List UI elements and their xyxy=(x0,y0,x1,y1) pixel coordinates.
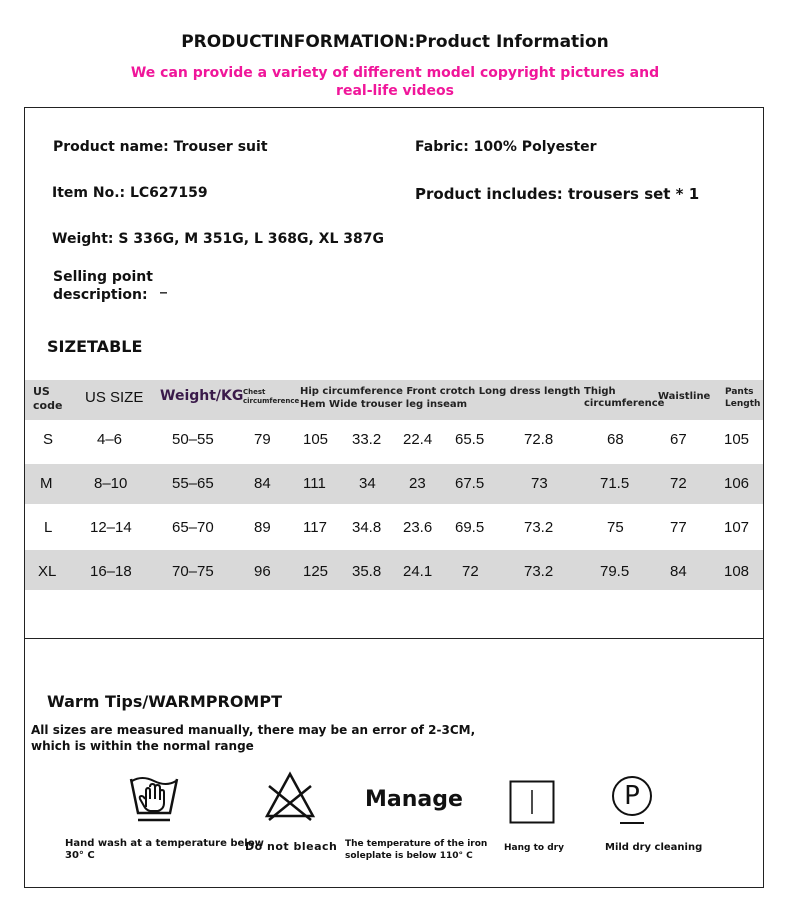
cell-chest: 84 xyxy=(254,475,271,492)
cell-dress-length: 24.1 xyxy=(403,563,433,580)
weight-info: Weight: S 336G, M 351G, L 368G, XL 387G xyxy=(52,231,384,247)
warm-tips-note-line-1: All sizes are measured manually, there may be an error of 2-3CM, xyxy=(31,723,476,737)
header-chest-line-2: circumference xyxy=(243,397,300,405)
size-table-title: SIZETABLE xyxy=(47,337,143,356)
header-thigh-line-1: Thigh xyxy=(584,386,616,397)
do-not-bleach-label: Do not bleach xyxy=(245,840,338,853)
dry-clean-underline xyxy=(620,822,644,824)
cell-front-crotch: 35.8 xyxy=(352,563,382,580)
cell-front-crotch: 33.2 xyxy=(352,431,382,448)
cell-us-size: 4–6 xyxy=(97,431,123,448)
header-us-code xyxy=(33,385,62,413)
table-row xyxy=(25,420,763,460)
table-row xyxy=(25,508,763,548)
header-us-code-line-2: code xyxy=(33,399,63,412)
iron-heading: Manage xyxy=(365,787,463,812)
fabric: Fabric: 100% Polyester xyxy=(415,139,597,155)
cell-weight: 65–70 xyxy=(172,519,214,536)
cell-inseam: 72.8 xyxy=(524,431,554,448)
cell-waistline: 72 xyxy=(670,475,687,492)
dry-clean-icon: P xyxy=(612,776,652,816)
cell-chest: 96 xyxy=(254,563,271,580)
header-us-size: US SIZE xyxy=(85,389,144,406)
page-title: PRODUCTINFORMATION:Product Information xyxy=(181,32,609,52)
cell-us-code: M xyxy=(40,475,53,492)
cell-dress-length: 23 xyxy=(409,475,426,492)
cell-hip: 111 xyxy=(303,475,326,492)
warm-tips-note-line-2: which is within the normal range xyxy=(31,739,254,753)
header-pants-line-2: Length xyxy=(725,399,761,409)
product-includes: Product includes: trousers set * 1 xyxy=(415,185,700,203)
cell-waistline: 77 xyxy=(670,519,687,536)
subtitle-line-2: real-life videos xyxy=(336,83,454,99)
cell-chest: 79 xyxy=(254,431,271,448)
cell-thigh: 79.5 xyxy=(600,563,630,580)
cell-hem-wide: 72 xyxy=(462,563,479,580)
cell-chest: 89 xyxy=(254,519,271,536)
subtitle-line-1: We can provide a variety of different model copyright pictures and xyxy=(130,65,660,81)
hang-to-dry-icon xyxy=(509,780,555,824)
warm-tips-note xyxy=(31,722,475,754)
cell-inseam: 73 xyxy=(531,475,548,492)
iron-label-line-2: soleplate is below 110° C xyxy=(345,851,473,861)
selling-point-line-1: Selling point xyxy=(53,269,153,285)
cell-us-code: L xyxy=(44,519,53,536)
header-hip-line-1: Hip circumference Front crotch Long dress length xyxy=(300,386,581,397)
cell-us-size: 16–18 xyxy=(90,563,132,580)
page-subtitle xyxy=(120,64,670,100)
header-pants-length xyxy=(725,386,760,410)
cell-weight: 50–55 xyxy=(172,431,214,448)
cell-pants-length: 108 xyxy=(724,563,750,580)
header-chest xyxy=(243,388,299,406)
hand-wash-label-line-1: Hand wash at a temperature below xyxy=(65,838,264,849)
cell-dress-length: 23.6 xyxy=(403,519,433,536)
cell-dress-length: 22.4 xyxy=(403,431,433,448)
header-pants-line-1: Pants xyxy=(725,387,754,397)
hand-wash-icon xyxy=(128,773,180,825)
item-number: Item No.: LC627159 xyxy=(52,185,208,201)
cell-weight: 55–65 xyxy=(172,475,214,492)
cell-inseam: 73.2 xyxy=(524,519,554,536)
header-hip-line-2: Hem Wide trouser leg inseam xyxy=(300,399,468,410)
header-chest-line-1: Chest xyxy=(243,388,266,396)
cell-waistline: 84 xyxy=(670,563,687,580)
cell-hem-wide: 69.5 xyxy=(455,519,485,536)
product-name: Product name: Trouser suit xyxy=(53,139,268,155)
cell-pants-length: 107 xyxy=(724,519,750,536)
cell-front-crotch: 34 xyxy=(359,475,376,492)
table-row xyxy=(25,464,763,504)
header-waistline: Waistline xyxy=(658,391,711,402)
selling-point-value: _ xyxy=(160,278,167,294)
header-hip-group xyxy=(300,385,580,411)
cell-hip: 105 xyxy=(303,431,329,448)
header-us-code-line-1: US xyxy=(33,385,50,398)
table-row xyxy=(25,550,763,590)
selling-point-line-2: description: xyxy=(53,287,148,303)
cell-front-crotch: 34.8 xyxy=(352,519,382,536)
warm-tips-title: Warm Tips/WARMPROMPT xyxy=(47,692,282,711)
iron-label-line-1: The temperature of the iron xyxy=(345,839,488,849)
do-not-bleach-icon xyxy=(263,770,317,822)
cell-weight: 70–75 xyxy=(172,563,214,580)
cell-us-size: 8–10 xyxy=(94,475,128,492)
hand-wash-label-line-2: 30° C xyxy=(65,850,95,861)
cell-us-code: S xyxy=(43,431,54,448)
cell-hip: 117 xyxy=(303,519,327,536)
cell-pants-length: 105 xyxy=(724,431,750,448)
cell-hem-wide: 65.5 xyxy=(455,431,485,448)
hand-wash-label xyxy=(65,838,264,862)
cell-thigh: 71.5 xyxy=(600,475,630,492)
cell-thigh: 68 xyxy=(607,431,624,448)
cell-us-code: XL xyxy=(38,563,57,580)
cell-inseam: 73.2 xyxy=(524,563,554,580)
cell-thigh: 75 xyxy=(607,519,624,536)
cell-us-size: 12–14 xyxy=(90,519,132,536)
cell-hem-wide: 67.5 xyxy=(455,475,485,492)
cell-pants-length: 106 xyxy=(724,475,750,492)
header-thigh-line-2: circumference xyxy=(584,398,665,409)
cell-hip: 125 xyxy=(303,563,329,580)
cell-waistline: 67 xyxy=(670,431,687,448)
dry-clean-label: Mild dry cleaning xyxy=(605,842,703,853)
iron-temperature-label xyxy=(345,838,487,862)
header-thigh xyxy=(584,386,664,410)
header-weight: Weight/KG xyxy=(160,388,244,404)
selling-point-label xyxy=(53,268,153,304)
hang-to-dry-label: Hang to dry xyxy=(504,843,564,853)
